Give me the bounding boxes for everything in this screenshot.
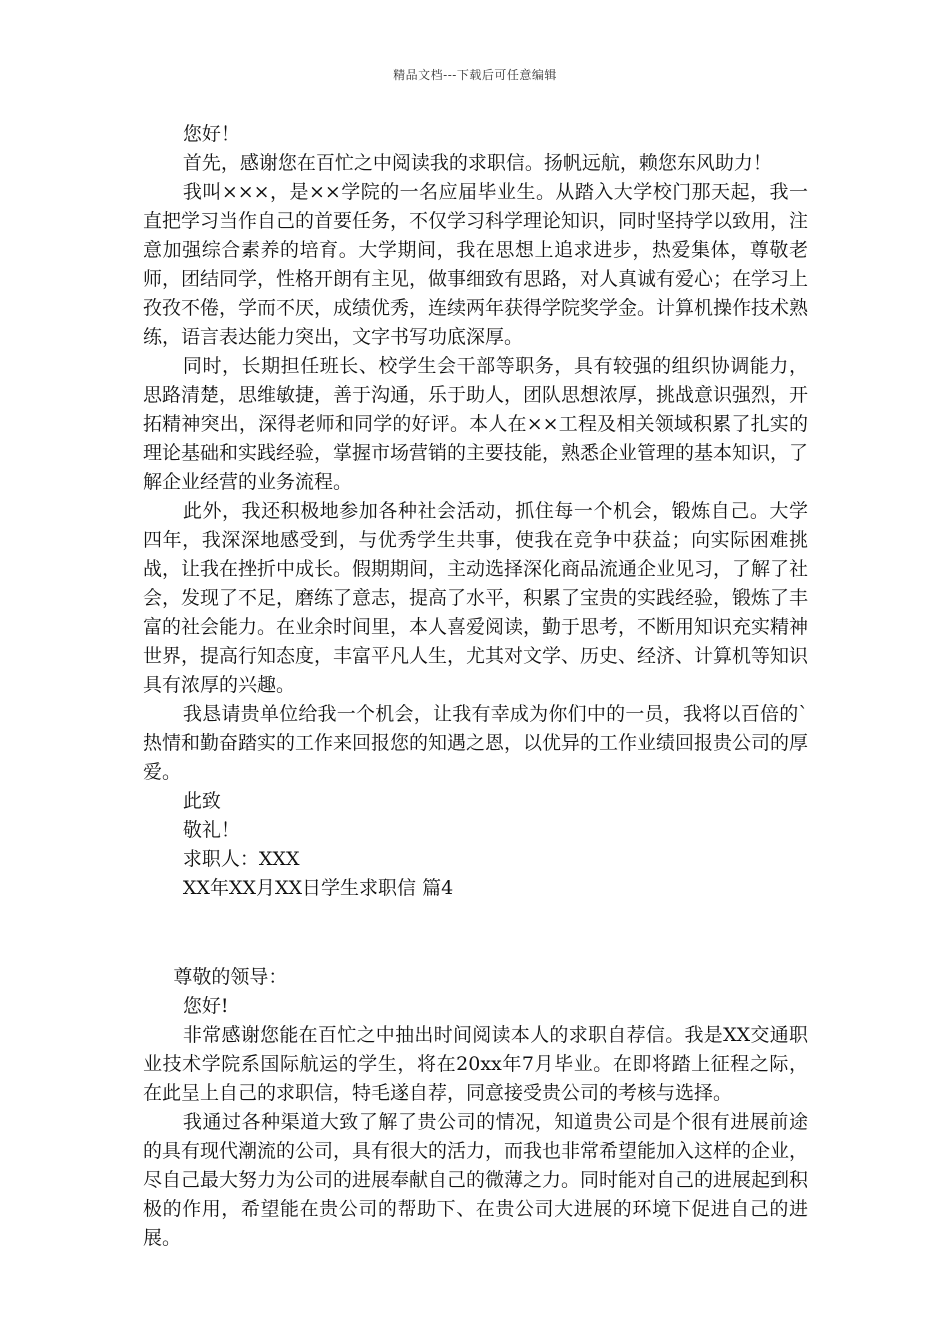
letter1-paragraph-1: 首先，感谢您在百忙之中阅读我的求职信。扬帆远航，赖您东风助力！ bbox=[182, 152, 772, 174]
letter2-salutation: 尊敬的领导： bbox=[173, 966, 288, 988]
letter1-greeting: 您好！ bbox=[182, 123, 240, 145]
letter2-paragraph-1: 非常感谢您能在百忙之中抽出时间阅读本人的求职自荐信。我是XX交通职业技术学院系国际航运的学生，将在20xx年7月毕业。在即将踏上征程之际，在此呈上自己的求职信，特毛遂自荐，同意接受贵公司的考核与选择。 bbox=[143, 1024, 808, 1104]
letter2-paragraph-2: 我通过各种渠道大致了解了贵公司的情况，知道贵公司是个很有进展前途的具有现代潮流的公司，具有很大的活力，而我也非常希望能加入这样的企业，尽自己最大努力为公司的进展奉献自己的微薄之力。同时能对自己的进展起到积极的作用，希望能在贵公司的帮助下、在贵公司大进展的环境下促进自己的进展。 bbox=[143, 1111, 809, 1249]
letter1-paragraph-4: 此外，我还积极地参加各种社会活动，抓住每一个机会，锻炼自己。大学四年，我深深地感受到，与优秀学生共事，使我在竞争中获益；向实际困难挑战，让我在挫折中成长。假期期间，主动选择深化商品流通企业见习，了解了社会，发现了不足，磨练了意志，提高了水平，积累了宝贵的实践经验，锻炼了丰富的社会能力。在业余时间里，本人喜爱阅读，勤于思考，不断用知识充实精神世界，提高行知态度，丰富平凡人生，尤其对文学、历史、经济、计算机等知识具有浓厚的兴趣。 bbox=[143, 500, 809, 696]
section-gap bbox=[143, 903, 808, 963]
page-header: 精品文档---下载后可任意编辑 bbox=[393, 68, 557, 82]
letter1-closing-1: 此致 bbox=[182, 790, 221, 812]
letter1-signature: 求职人：XXX bbox=[182, 848, 300, 870]
letter1-date-and-title: XX年XX月XX日学生求职信 篇4 bbox=[182, 877, 454, 899]
letter1-paragraph-3: 同时，长期担任班长、校学生会干部等职务，具有较强的组织协调能力，思路清楚，思维敏捷，善于沟通，乐于助人，团队思想浓厚，挑战意识强烈，开拓精神突出，深得老师和同学的好评。本人在××工程及相关领域积累了扎实的理论基础和实践经验，掌握市场营销的主要技能，熟悉企业管理的基本知识，了解企业经营的业务流程。 bbox=[143, 355, 809, 493]
letter1-paragraph-5: 我恳请贵单位给我一个机会，让我有幸成为你们中的一员，我将以百倍的`热情和勤奋踏实的工作来回报您的知遇之恩，以优异的工作业绩回报贵公司的厚爱。 bbox=[143, 703, 809, 783]
letter1-closing-2: 敬礼！ bbox=[182, 819, 240, 841]
letter1-paragraph-2: 我叫×××，是××学院的一名应届毕业生。从踏入大学校门那天起，我一直把学习当作自己的首要任务，不仅学习科学理论知识，同时坚持学以致用，注意加强综合素养的培育。大学期间，我在思想上追求进步，热爱集体，尊敬老师，团结同学，性格开朗有主见，做事细致有思路，对人真诚有爱心；在学习上孜孜不倦，学而不厌，成绩优秀，连续两年获得学院奖学金。计算机操作技术熟练，语言表达能力突出，文字书写功底深厚。 bbox=[143, 181, 809, 348]
document-body bbox=[143, 120, 808, 1253]
letter2-greeting: 您好! bbox=[182, 995, 229, 1017]
